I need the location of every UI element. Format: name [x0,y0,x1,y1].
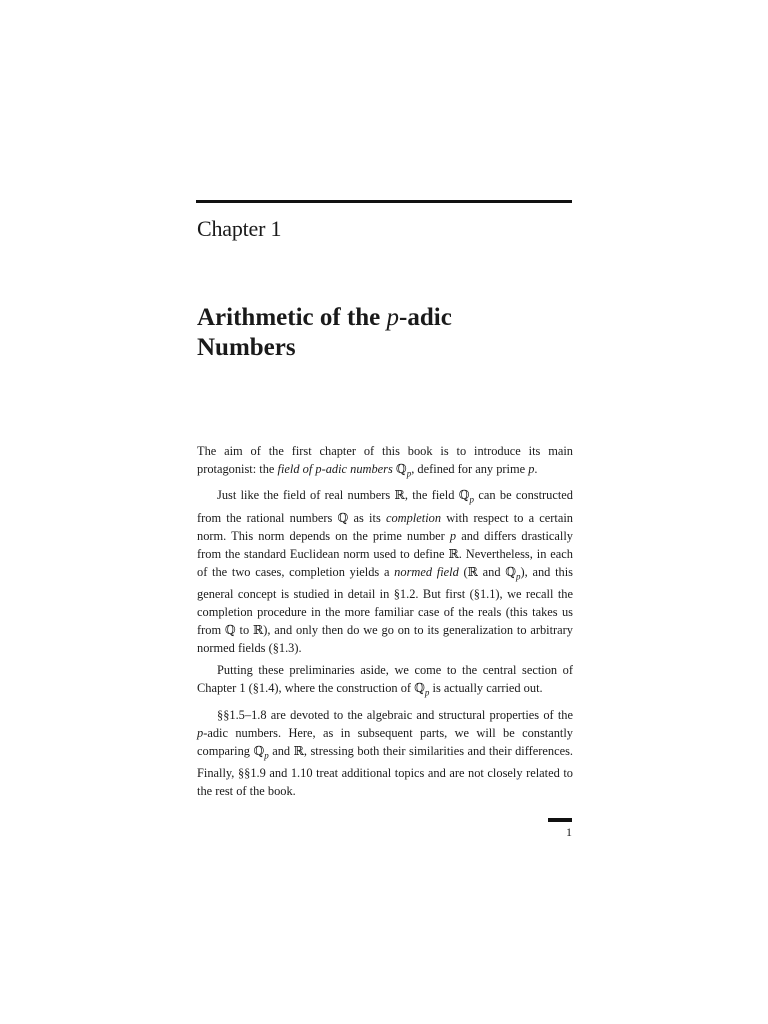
text-segment: (ℝ and ℚ [458,564,517,579]
text-segment: can be constructed from the rational numbers ℚ as its [197,488,574,525]
text-segment: . [534,462,538,476]
paragraph [197,661,573,701]
text-segment: -adic numbers. Here, as in subsequent parts, we will be constantly comparing ℚ [197,725,573,758]
paragraph [197,442,573,482]
text-segment: normed field [394,564,459,579]
page-number: 1 [566,825,572,839]
paragraph [197,706,573,800]
chapter-introduction [197,442,573,804]
text-segment: and ℝ, stressing both their similarities and their differences. Finally, §§1.9 and 1.10 treat additional topics and are not closely related to the rest of the book. [197,743,573,799]
chapter-title-part: -adic [399,304,452,331]
text-segment: with respect to a certain norm. This norm depends on the prime number [197,510,573,543]
text-segment: p [406,468,412,479]
text-segment: Just like the field of real numbers ℝ, the field ℚ [217,488,470,503]
text-segment: ℚ [392,462,407,476]
text-segment: The aim of the first chapter of this book is to introduce its main protagonist: the [197,444,573,476]
text-segment: p [469,494,475,505]
text-segment: ), and this general concept is studied in detail in §1.2. But first (§1.1), we recall the completion procedure in the more familiar case of the reals (this takes us from ℚ to ℝ), and only then do we go on to its generalization to arbitrary normed fields (§1.3). [197,564,574,656]
chapter-title-part: Numbers [197,334,296,361]
chapter-title [197,303,577,363]
chapter-title-variable: p [386,304,400,331]
text-segment: Putting these preliminaries aside, we come to the central section of Chapter 1 (§1.4), where the construction of ℚ [197,663,573,696]
chapter-title-part: Arithmetic of the [197,304,387,331]
text-segment: is actually carried out. [429,681,543,696]
page-number-rule [548,818,572,822]
text-segment: p [516,571,521,582]
chapter-label: Chapter 1 [197,216,282,241]
text-segment: p [264,750,269,761]
text-segment: p [197,725,204,740]
paragraph [197,486,573,657]
text-segment: completion [385,510,442,525]
text-segment: , defined for any prime [411,462,529,476]
chapter-top-rule [196,200,572,203]
text-segment: and differs drastically from the standard Euclidean norm used to define ℝ. Nevertheless, in each of the two cases, completion yields a [197,528,574,579]
text-segment: p [424,687,430,698]
text-segment: §§1.5–1.8 are devoted to the algebraic and structural properties of the [217,707,573,722]
text-segment: p [528,462,535,476]
text-segment: p [449,528,457,543]
text-segment: field of p-adic numbers [277,462,393,476]
